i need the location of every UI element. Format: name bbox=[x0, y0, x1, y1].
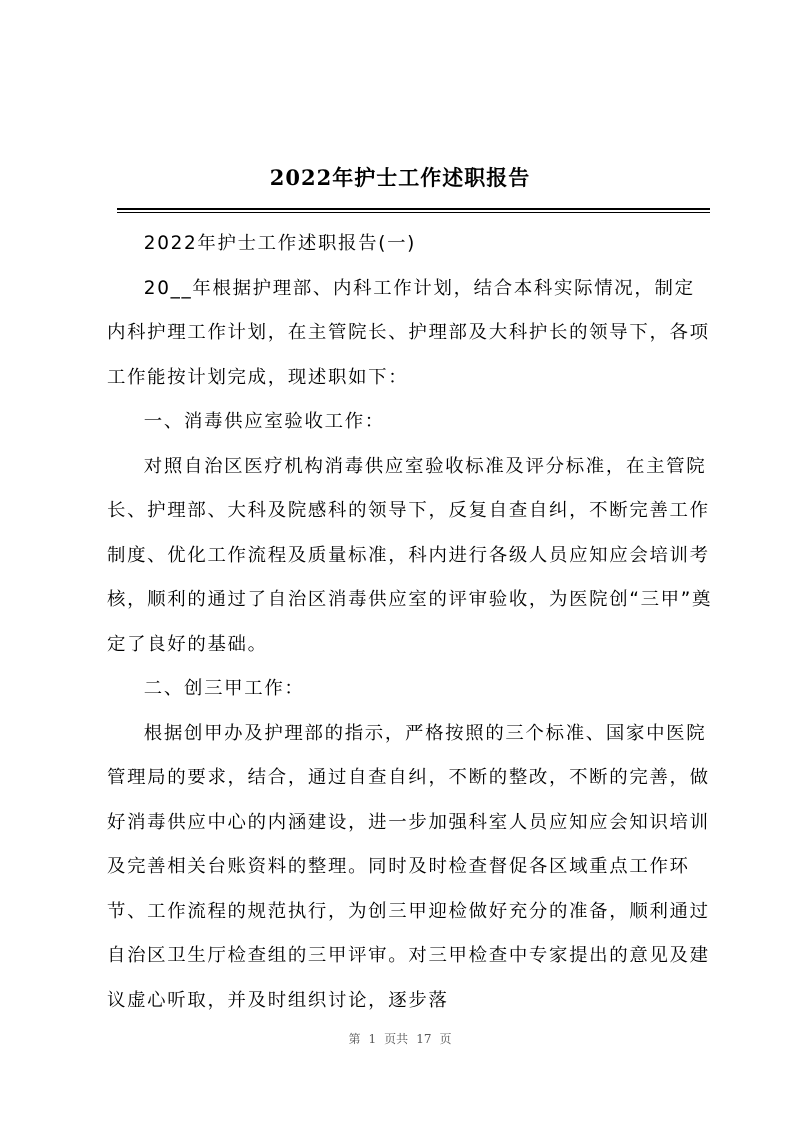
title-rule-thick bbox=[117, 208, 710, 210]
footer-page-mid: 页共 bbox=[384, 1032, 409, 1046]
paragraph: 对照自治区医疗机构消毒供应室验收标准及评分标准，在主管院长、护理部、大科及院感科的领导下，反复自查自纠，不断完善工作制度、优化工作流程及质量标准，科内进行各级人员应知应会培训考核，顺利的通过了自治区消毒供应室的评审验收，为医院创“三甲”奠定了良好的基础。 bbox=[107, 455, 713, 655]
footer-page-suffix: 页 bbox=[439, 1032, 452, 1046]
page-title: 2022年护士工作述职报告 bbox=[269, 165, 531, 190]
paragraph: 20__年根据护理部、内科工作计划，结合本科实际情况，制定内科护理工作计划，在主管院长、护理部及大科护长的领导下，各项工作能按计划完成，现述职如下： bbox=[107, 277, 710, 388]
footer-total-pages: 17 bbox=[416, 1032, 432, 1046]
section-heading: 二、创三甲工作： bbox=[143, 678, 305, 699]
document-body bbox=[107, 222, 713, 1023]
page-footer bbox=[0, 1030, 800, 1048]
section-heading: 2022年护士工作述职报告(一) bbox=[143, 233, 417, 254]
title-rule-thin bbox=[117, 212, 710, 213]
footer-page-prefix: 第 bbox=[348, 1032, 361, 1046]
paragraph: 根据创甲办及护理部的指示，严格按照的三个标准、国家中医院管理局的要求，结合，通过自查自纠，不断的整改，不断的完善，做好消毒供应中心的内涵建设，进一步加强科室人员应知应会知识培训及完善相关台账资料的整理。同时及时检查督促各区域重点工作环节、工作流程的规范执行，为创三甲迎检做好充分的准备，顺利通过自治区卫生厅检查组的三甲评审。对三甲检查中专家提出的意见及建议虚心听取，并及时组织讨论，逐步落 bbox=[107, 722, 710, 1011]
footer-current-page: 1 bbox=[368, 1032, 377, 1046]
section-heading: 一、消毒供应室验收工作： bbox=[143, 411, 385, 432]
